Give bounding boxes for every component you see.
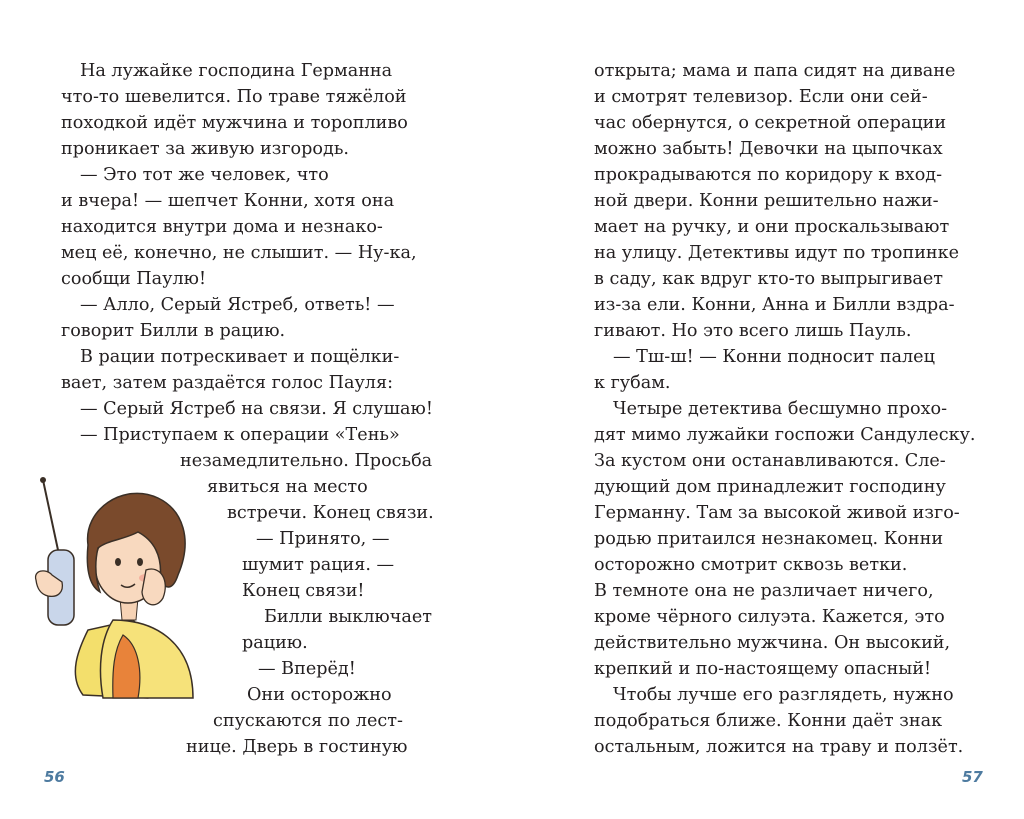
text-line: Конец связи! — [242, 581, 365, 601]
text-line: в саду, как вдруг кто-то выпрыгивает — [594, 269, 944, 289]
text-line: Билли выключает — [264, 607, 432, 627]
text-line: рацию. — [242, 633, 308, 653]
text-line: — Алло, Серый Ястреб, ответь! — — [80, 295, 395, 315]
text-line: дующий дом принадлежит господину — [594, 477, 946, 497]
text-line: родью притаился незнакомец. Конни — [594, 529, 944, 549]
text-line: и смотрят телевизор. Если они сей- — [594, 87, 928, 107]
text-line: к губам. — [594, 373, 671, 393]
text-line: — Вперёд! — [258, 659, 356, 679]
text-line: Чтобы лучше его разглядеть, нужно — [613, 685, 954, 705]
text-line: встречи. Конец связи. — [227, 503, 434, 523]
page-number: 57 — [962, 768, 983, 786]
text-line: — Принято, — — [256, 529, 390, 549]
text-line: находится внутри дома и незнако- — [61, 217, 383, 237]
text-line: незамедлительно. Просьба — [180, 451, 433, 471]
text-line: можно забыть! Девочки на цыпочках — [594, 139, 943, 159]
text-line: явиться на место — [207, 477, 368, 497]
text-line: мец её, конечно, не слышит. — Ну-ка, — [61, 243, 417, 263]
text-line: открыта; мама и папа сидят на диване — [594, 61, 956, 81]
text-line: и вчера! — шепчет Конни, хотя она — [61, 191, 395, 211]
text-line: — Приступаем к операции «Тень» — [80, 425, 400, 445]
text-line: В рации потрескивает и пощёлки- — [80, 347, 400, 367]
text-line: — Серый Ястреб на связи. Я слушаю! — [80, 399, 433, 419]
girl-with-radio-illustration — [28, 470, 203, 700]
text-line: час обернутся, о секретной операции — [594, 113, 947, 133]
text-line: остальным, ложится на траву и ползёт. — [594, 737, 964, 757]
text-line: осторожно смотрит сквозь ветки. — [594, 555, 908, 575]
text-line: дят мимо лужайки госпожи Сандулеску. — [594, 425, 976, 445]
text-line: что-то шевелится. По траве тяжёлой — [61, 87, 407, 107]
text-line: — Тш-ш! — Конни подносит палец — [613, 347, 935, 367]
text-line: мает на ручку, и они проскальзывают — [594, 217, 950, 237]
text-line: проникает за живую изгородь. — [61, 139, 350, 159]
text-line: сообщи Паулю! — [61, 269, 207, 289]
text-line: За кустом они останавливаются. Сле- — [594, 451, 946, 471]
text-line: вает, затем раздаётся голос Пауля: — [61, 373, 394, 393]
text-line: Четыре детектива бесшумно прохо- — [613, 399, 948, 419]
text-line: действительно мужчина. Он высокий, — [594, 633, 951, 653]
text-line: ной двери. Конни решительно нажи- — [594, 191, 939, 211]
text-line: нице. Дверь в гостиную — [186, 737, 408, 757]
text-line: Они осторожно — [247, 685, 392, 705]
text-line: на улицу. Детективы идут по тропинке — [594, 243, 960, 263]
text-line: шумит рация. — — [242, 555, 395, 575]
text-line: подобраться ближе. Конни даёт знак — [594, 711, 943, 731]
text-line: На лужайке господина Германна — [80, 61, 393, 81]
page-number: 56 — [44, 768, 65, 786]
text-line: Германну. Там за высокой живой изго- — [594, 503, 960, 523]
text-line: спускаются по лест- — [213, 711, 403, 731]
text-line: крепкий и по-настоящему опасный! — [594, 659, 932, 679]
text-line: — Это тот же человек, что — [80, 165, 329, 185]
text-line: В темноте она не различает ничего, — [594, 581, 934, 601]
text-line: гивают. Но это всего лишь Пауль. — [594, 321, 912, 341]
text-line: прокрадываются по коридору к вход- — [594, 165, 943, 185]
text-line: говорит Билли в рацию. — [61, 321, 286, 341]
text-line: походкой идёт мужчина и торопливо — [61, 113, 408, 133]
text-line: из-за ели. Конни, Анна и Билли вздра- — [594, 295, 955, 315]
text-line: кроме чёрного силуэта. Кажется, это — [594, 607, 945, 627]
